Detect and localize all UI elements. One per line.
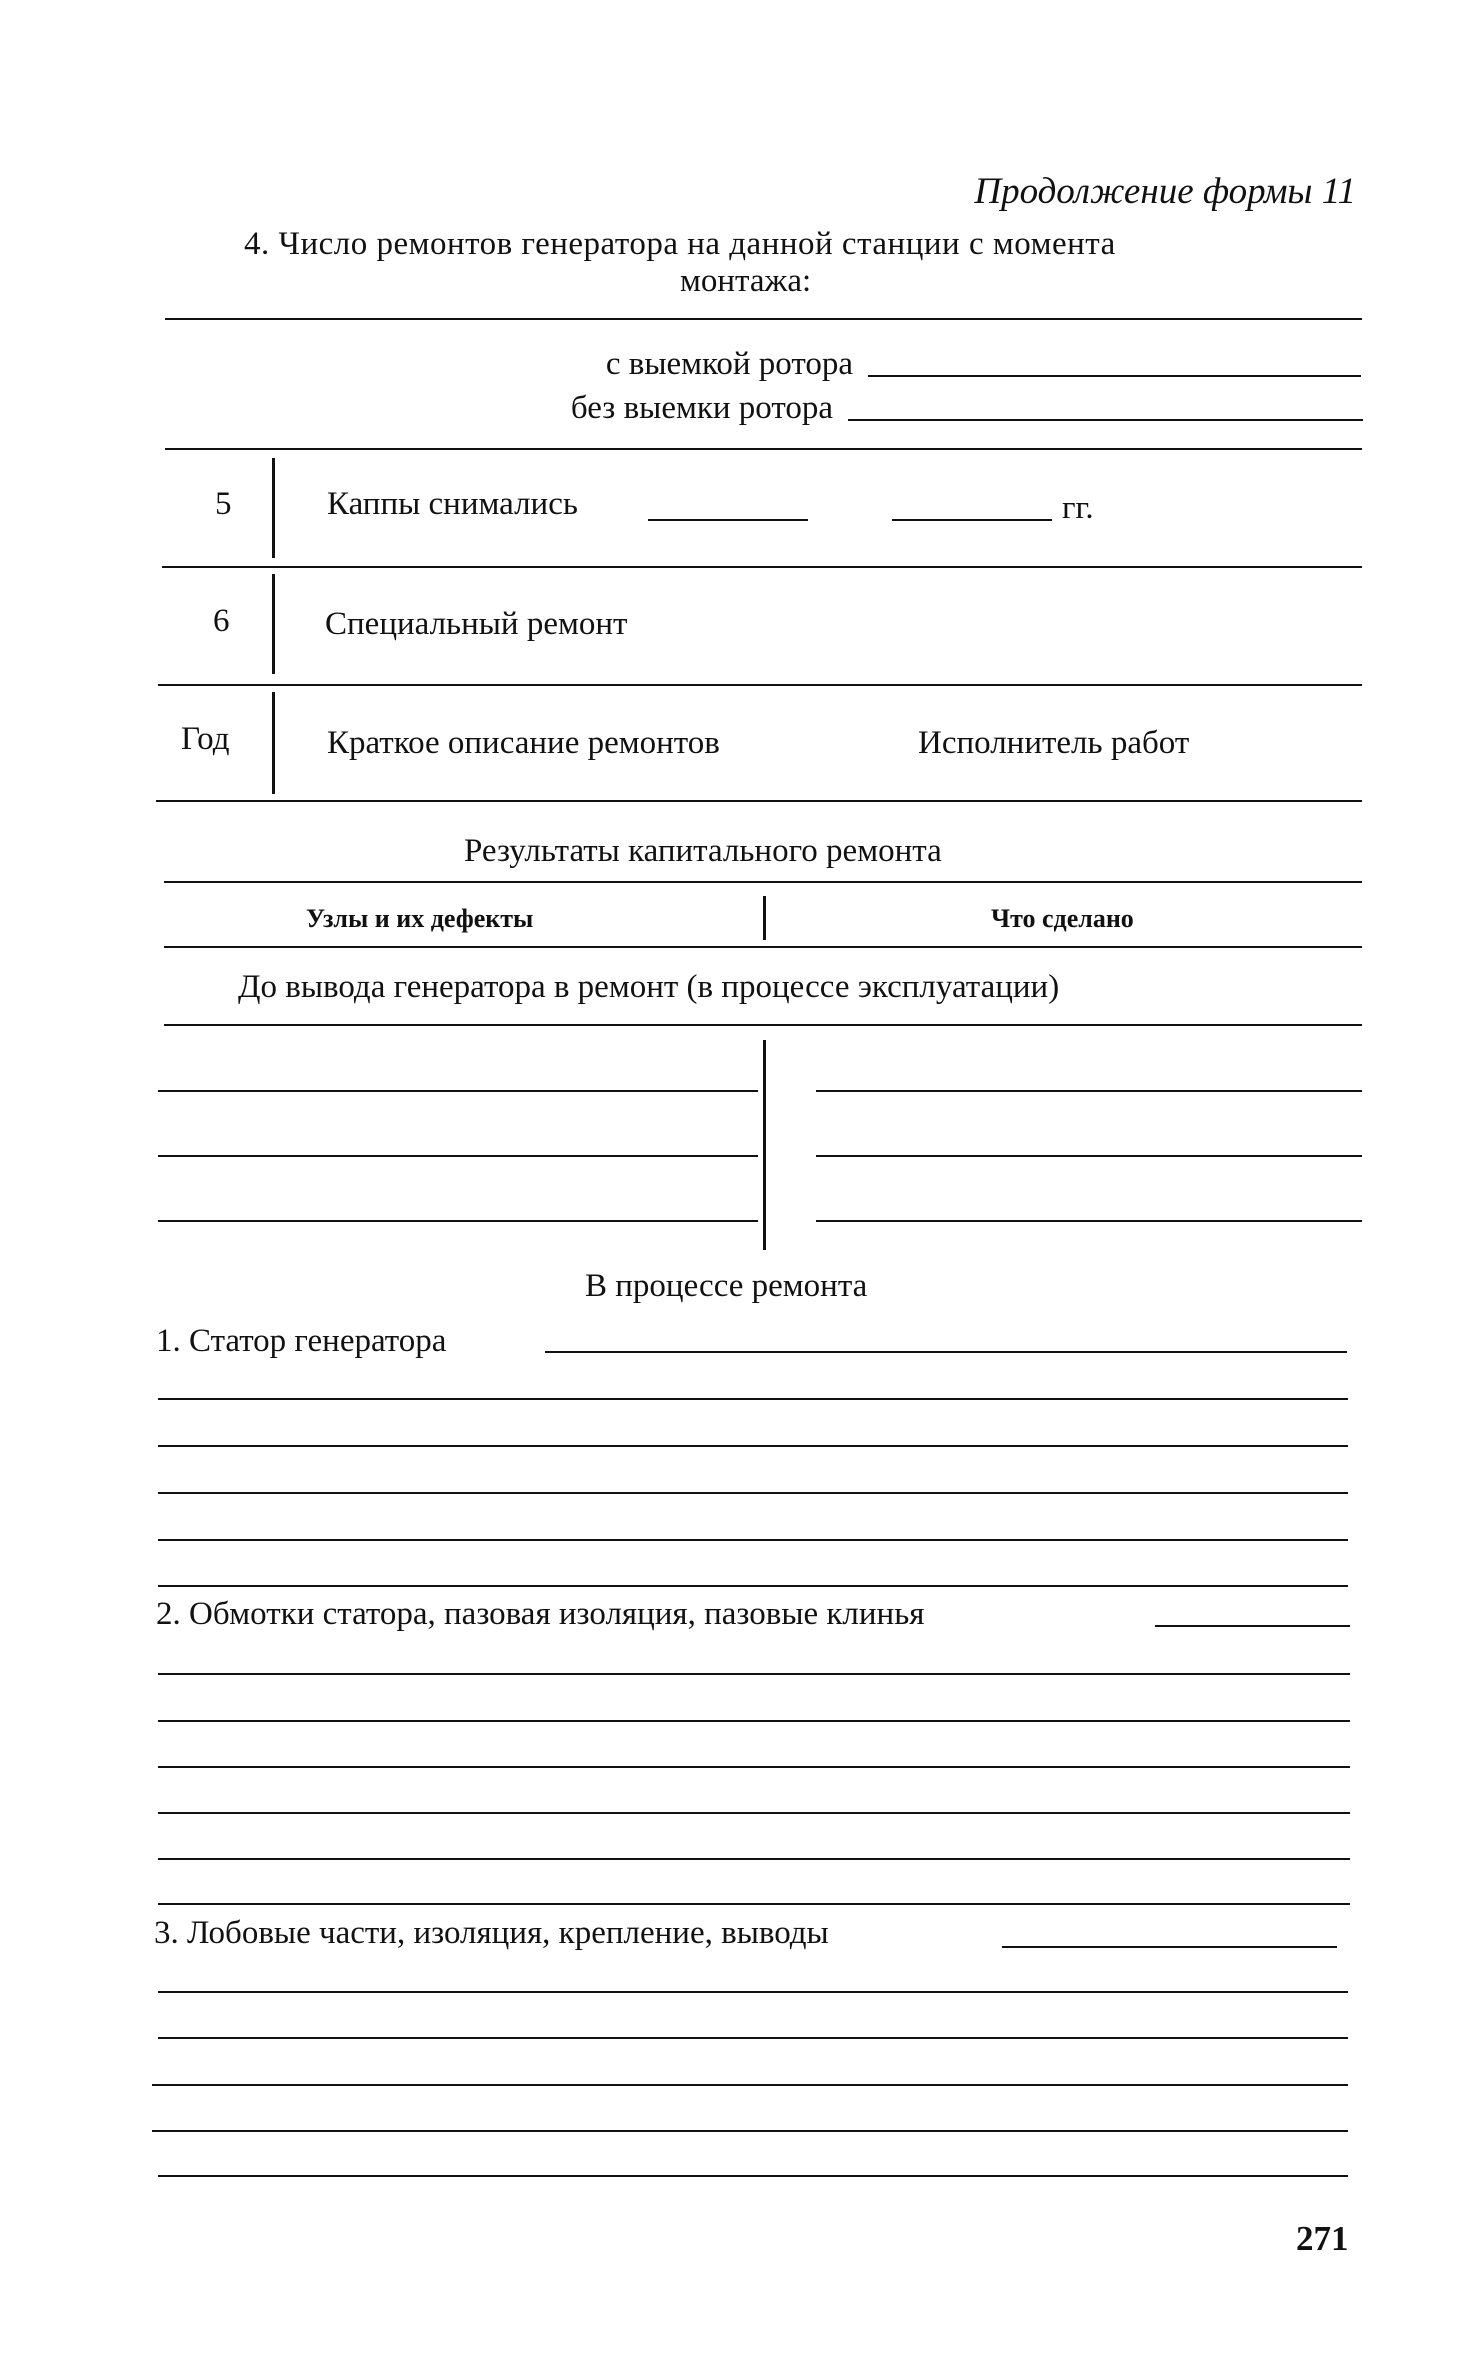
item-1-entry-line[interactable] — [158, 1585, 1348, 1587]
without-rotor-removal-label: без выемки ротора — [570, 390, 833, 426]
item-2-entry-line[interactable] — [158, 1812, 1350, 1814]
row-5-year-to-field[interactable] — [892, 519, 1052, 521]
before-repair-title: До вывода генератора в ремонт (в процессе эксплуатации) — [238, 969, 1060, 1005]
question-4-line-1: 4. Число ремонтов генератора на данной станции с момента — [244, 226, 1116, 262]
item-1-entry-line[interactable] — [158, 1492, 1348, 1494]
item-2-entry-line[interactable] — [158, 1720, 1350, 1722]
col-done-header: Что сделано — [991, 904, 1134, 933]
item-3-entry-line[interactable] — [158, 2175, 1348, 2177]
item-2-entry-line[interactable] — [158, 1766, 1350, 1768]
item-2-field[interactable] — [1155, 1625, 1350, 1627]
item-2-entry-line[interactable] — [158, 1673, 1350, 1675]
column-separator — [763, 1040, 766, 1250]
col-year-header: Год — [181, 721, 230, 757]
item-3-entry-line[interactable] — [152, 2130, 1348, 2132]
item-3-field[interactable] — [1002, 1946, 1337, 1948]
item-1-label: 1. Статор генератора — [156, 1323, 447, 1359]
item-3-entry-line[interactable] — [158, 2037, 1348, 2039]
item-2-label: 2. Обмотки статора, пазовая изоляция, пазовые клинья — [156, 1596, 925, 1632]
column-separator — [272, 574, 275, 674]
item-3-entry-line[interactable] — [152, 2084, 1348, 2086]
row-5-label: Каппы снимались — [327, 486, 578, 522]
divider — [165, 448, 1362, 450]
page-number: 271 — [1296, 2219, 1349, 2258]
col-description-header: Краткое описание ремонтов — [327, 725, 720, 761]
defects-entry-line[interactable] — [158, 1220, 758, 1222]
divider — [164, 881, 1362, 883]
without-rotor-removal-field[interactable] — [848, 419, 1363, 421]
item-3-label: 3. Лобовые части, изоляция, крепление, выводы — [154, 1915, 829, 1951]
row-5-unit: гг. — [1062, 490, 1094, 526]
divider — [156, 800, 1362, 802]
with-rotor-removal-field[interactable] — [868, 375, 1361, 377]
question-4-line-2: монтажа: — [680, 263, 812, 299]
continuation-label: Продолжение формы 11 — [974, 171, 1356, 212]
item-1-field[interactable] — [545, 1351, 1347, 1353]
item-1-entry-line[interactable] — [158, 1539, 1348, 1541]
row-6-label: Специальный ремонт — [325, 606, 628, 642]
column-separator — [272, 458, 275, 558]
column-separator — [272, 692, 275, 794]
defects-entry-line[interactable] — [158, 1090, 758, 1092]
divider — [158, 684, 1362, 686]
item-2-entry-line[interactable] — [158, 1858, 1350, 1860]
overhaul-title: Результаты капитального ремонта — [464, 833, 942, 869]
row-5-year-from-field[interactable] — [648, 519, 808, 521]
divider — [165, 318, 1362, 320]
divider — [164, 1024, 1362, 1026]
done-entry-line[interactable] — [816, 1155, 1362, 1157]
row-5-number: 5 — [215, 486, 232, 522]
divider — [162, 566, 1362, 568]
with-rotor-removal-label: с выемкой ротора — [605, 346, 853, 382]
defects-entry-line[interactable] — [158, 1155, 758, 1157]
divider — [164, 946, 1362, 948]
col-executor-header: Исполнитель работ — [918, 725, 1190, 761]
done-entry-line[interactable] — [816, 1220, 1362, 1222]
col-defects-header: Узлы и их дефекты — [306, 904, 534, 933]
item-3-entry-line[interactable] — [158, 1991, 1348, 1993]
item-1-entry-line[interactable] — [158, 1398, 1348, 1400]
item-1-entry-line[interactable] — [158, 1445, 1348, 1447]
item-2-entry-line[interactable] — [158, 1903, 1350, 1905]
row-6-number: 6 — [213, 603, 230, 639]
column-separator — [763, 896, 766, 940]
during-repair-title: В процессе ремонта — [585, 1268, 868, 1304]
done-entry-line[interactable] — [816, 1090, 1362, 1092]
